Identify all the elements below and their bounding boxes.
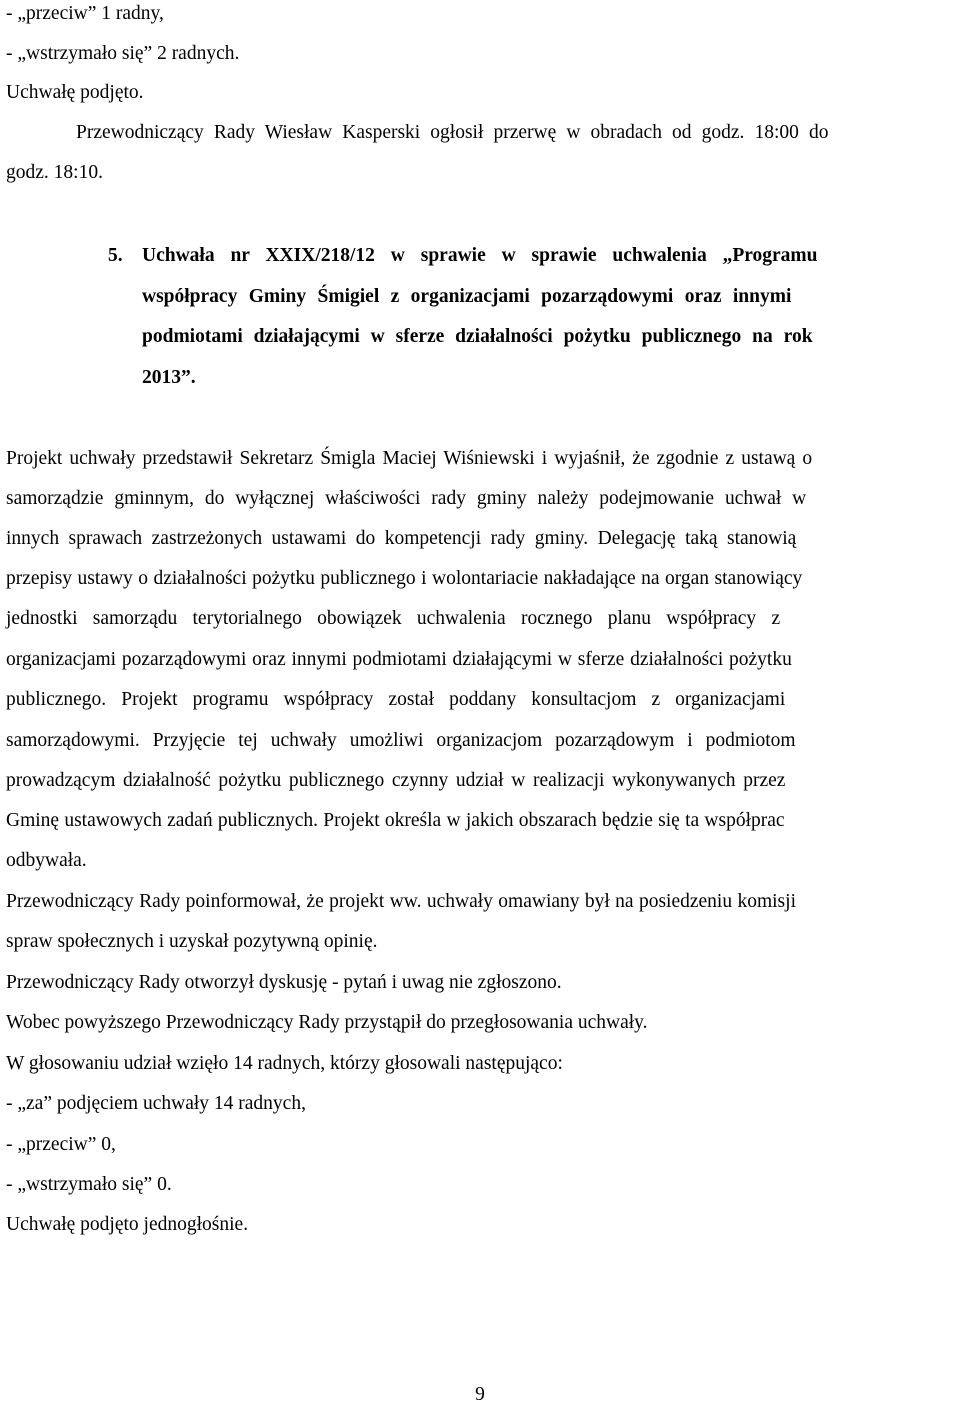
body-line: Gminę ustawowych zadań publicznych. Projekt określa w jakich obszarach będzie się ta współprac xyxy=(6,810,785,831)
body-line: przepisy ustawy o działalności pożytku publicznego i wolontariacie nakładające na organ stanowiący xyxy=(6,568,803,589)
vote-for-line: - „za” podjęciem uchwały 14 radnych, xyxy=(6,1093,306,1114)
body-line: jednostki samorządu terytorialnego obowiązek uchwalenia rocznego planu współpracy z xyxy=(6,608,781,629)
body-line: Projekt uchwały przedstawił Sekretarz Śmigla Maciej Wiśniewski i wyjaśnił, że zgodnie z ustawą o xyxy=(6,448,813,469)
vote-intro-line: W głosowaniu udział wzięło 14 radnych, którzy głosowali następująco: xyxy=(6,1053,563,1074)
body-last-line: odbywała. xyxy=(6,850,87,871)
body-line: samorządowymi. Przyjęcie tej uchwały umożliwi organizacjom pozarządowym i podmiotom xyxy=(6,730,796,751)
body-line: samorządzie gminnym, do wyłącznej właściwości rady gminy należy podejmowanie uchwał w xyxy=(6,488,807,509)
vote-abstain-line: - „wstrzymało się” 0. xyxy=(6,1174,172,1195)
discussion-line: Przewodniczący Rady otworzył dyskusję - pytań i uwag nie zgłoszono. xyxy=(6,972,562,993)
vote-result-line: Uchwałę podjęto jednogłośnie. xyxy=(6,1214,249,1235)
item-title-line4: 2013”. xyxy=(142,367,196,388)
item-number: 5. xyxy=(108,245,123,266)
body-line: organizacjami pozarządowymi oraz innymi podmiotami działającymi w sferze działalności pożytku xyxy=(6,649,792,670)
vote-abstain-line: - „wstrzymało się” 2 radnych. xyxy=(6,43,240,64)
commission-line2: spraw społecznych i uzyskał pozytywną opinię. xyxy=(6,931,378,952)
vote-call-line: Wobec powyższego Przewodniczący Rady przystąpił do przegłosowania uchwały. xyxy=(6,1012,648,1033)
body-line: prowadzącym działalność pożytku publicznego czynny udział w realizacji wykonywanych przez xyxy=(6,770,786,791)
vote-against-line: - „przeciw” 0, xyxy=(6,1134,116,1155)
item-title-line1: Uchwała nr XXIX/218/12 w sprawie w sprawie uchwalenia „Programu xyxy=(142,245,818,266)
break-note-line2: godz. 18:10. xyxy=(6,162,103,183)
vote-against-line: - „przeciw” 1 radny, xyxy=(6,3,164,24)
vote-result-line: Uchwałę podjęto. xyxy=(6,82,144,103)
page-number: 9 xyxy=(475,1384,485,1405)
commission-line1: Przewodniczący Rady poinformował, że projekt ww. uchwały omawiany był na posiedzeniu komisji xyxy=(6,891,796,912)
body-line: publicznego. Projekt programu współpracy został poddany konsultacjom z organizacjami xyxy=(6,689,786,710)
item-title-line3: podmiotami działającymi w sferze działalności pożytku publicznego na rok xyxy=(142,326,813,347)
body-line: innych sprawach zastrzeżonych ustawami do kompetencji rady gminy. Delegację taką stanowią xyxy=(6,528,797,549)
item-title-line2: współpracy Gminy Śmigiel z organizacjami pozarządowymi oraz innymi xyxy=(142,286,792,307)
break-note-line1: Przewodniczący Rady Wiesław Kasperski ogłosił przerwę w obradach od godz. 18:00 do xyxy=(76,122,829,143)
